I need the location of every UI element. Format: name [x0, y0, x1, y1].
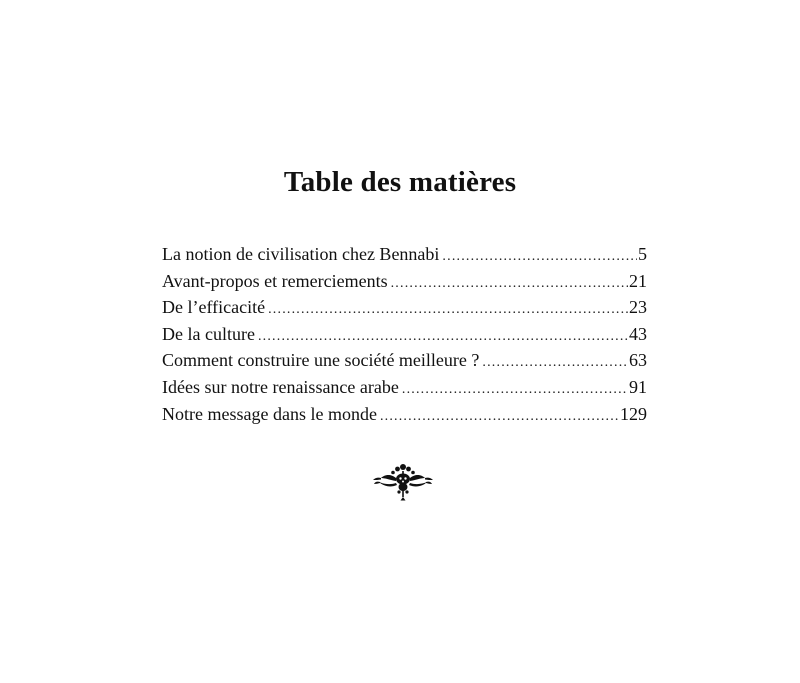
toc-entry-title: De la culture	[162, 323, 255, 344]
toc-entry-title: Avant-propos et remerciements	[162, 270, 388, 291]
toc-entry-title: De l’efficacité	[162, 297, 266, 318]
table-of-contents	[162, 241, 647, 427]
toc-entry-page: 91	[629, 376, 647, 397]
toc-leader-dots	[268, 297, 628, 324]
toc-entry-4[interactable]	[162, 321, 647, 348]
toc-leader-dots	[380, 404, 619, 431]
toc-entry-page: 5	[638, 244, 647, 264]
toc-entry-7[interactable]	[162, 401, 647, 428]
toc-entry-page: 63	[629, 350, 647, 371]
toc-entry-page: 43	[629, 323, 647, 344]
toc-entry-title: Notre message dans le monde	[162, 403, 377, 424]
toc-leader-dots	[258, 324, 628, 351]
toc-entry-3[interactable]	[162, 294, 647, 321]
page-title: Table des matières	[283, 166, 517, 198]
toc-entry-5[interactable]	[162, 347, 647, 374]
toc-entry-title: Comment construire une société meilleure ?	[162, 350, 480, 371]
toc-leader-dots	[482, 350, 628, 377]
toc-entry-title: Idées sur notre renaissance arabe	[162, 376, 399, 397]
toc-leader-dots	[391, 271, 628, 298]
toc-entry-title: La notion de civilisation chez Bennabi	[162, 244, 440, 264]
toc-entry-2[interactable]	[162, 268, 647, 295]
toc-entry-page: 23	[629, 297, 647, 318]
toc-entry-page: 129	[620, 403, 647, 424]
toc-entry-1[interactable]	[162, 241, 647, 268]
toc-leader-dots	[442, 244, 637, 271]
toc-entry-6[interactable]	[162, 374, 647, 401]
toc-leader-dots	[402, 377, 628, 404]
floral-ornament-icon	[372, 461, 434, 501]
toc-entry-page: 21	[629, 270, 647, 291]
